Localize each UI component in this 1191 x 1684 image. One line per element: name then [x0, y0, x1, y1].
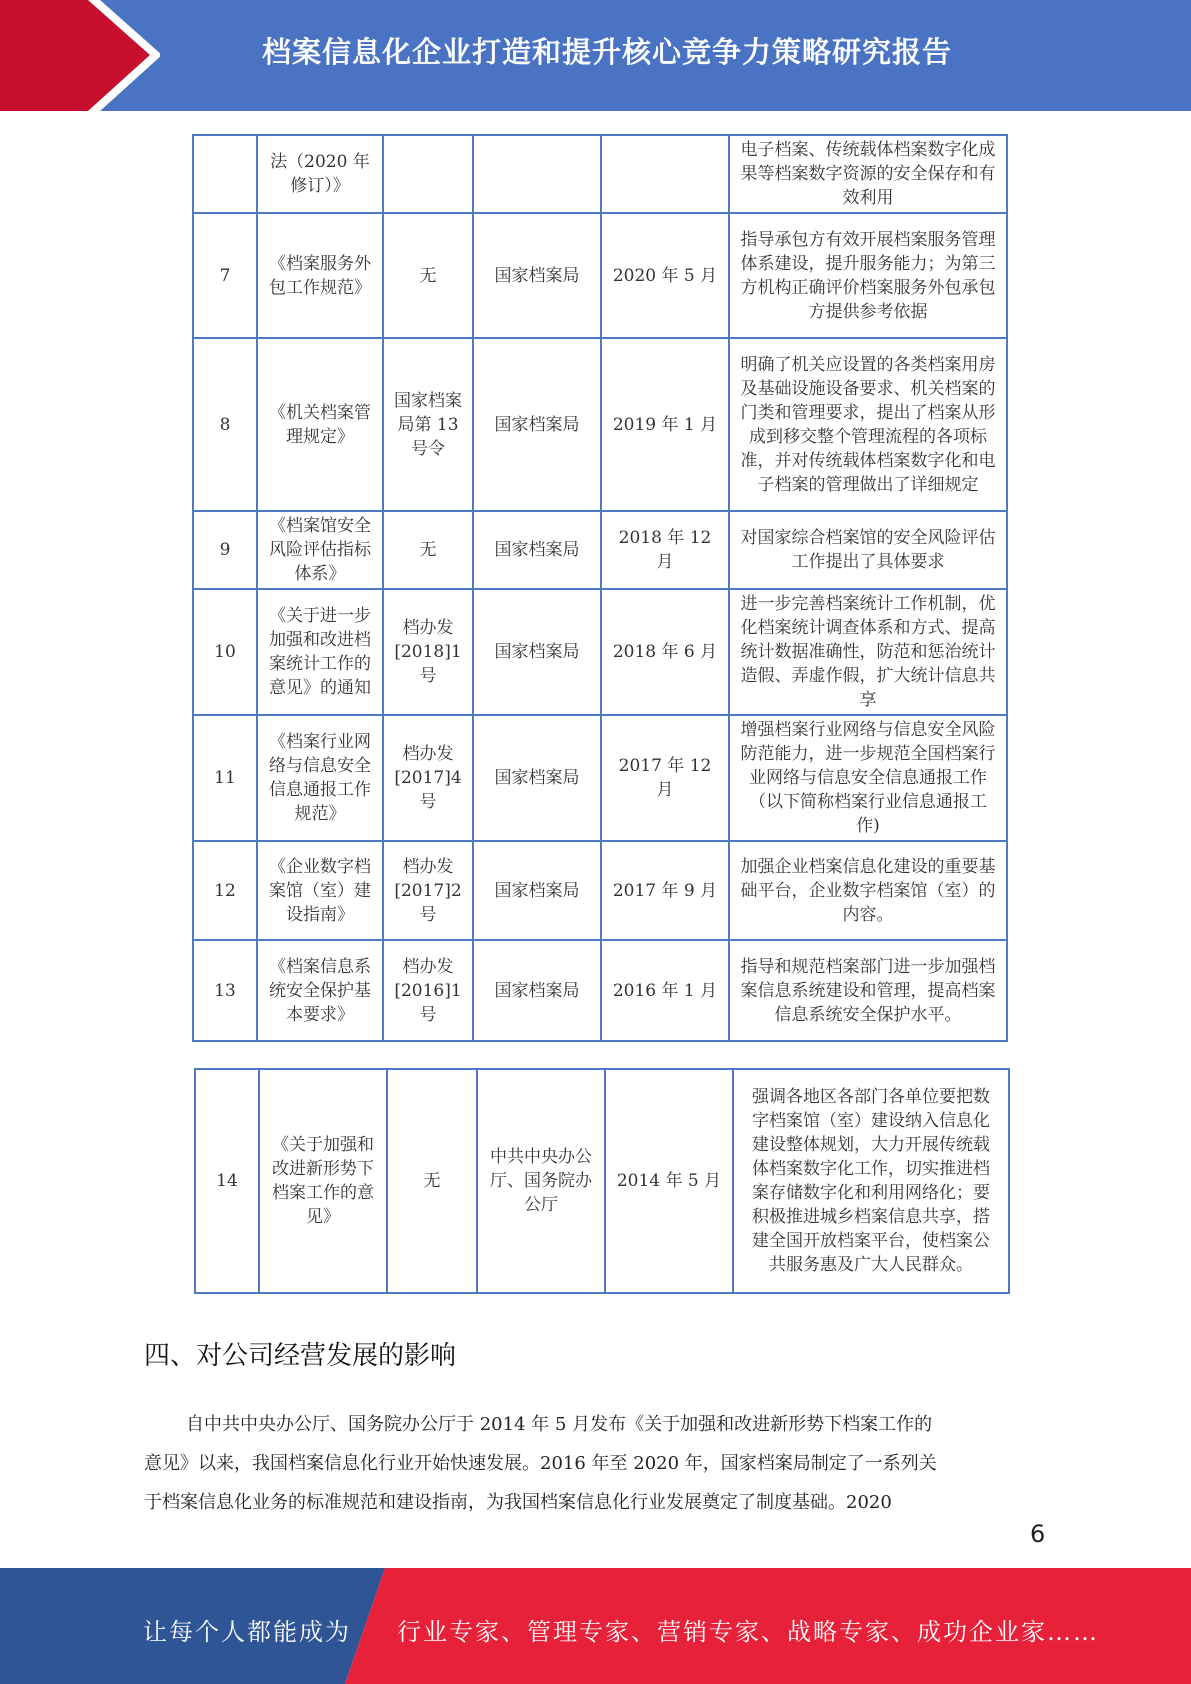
regulations-table-continued [194, 1068, 1010, 1294]
description: 增强档案行业网络与信息安全风险防范能力，进一步规范全国档案行业网络与信息安全信息通报工作（以下简称档案行业信息通报工作) [729, 715, 1007, 841]
issuer: 国家档案局 [473, 511, 601, 589]
document-name: 《企业数字档案馆（室）建设指南》 [257, 841, 383, 940]
body-paragraph [144, 1405, 1044, 1522]
document-number [383, 135, 473, 213]
issuer: 国家档案局 [473, 589, 601, 715]
issuer: 国家档案局 [473, 213, 601, 338]
issue-date: 2018 年 12 月 [601, 511, 729, 589]
description: 电子档案、传统载体档案数字化成果等档案数字资源的安全保存和有效利用 [729, 135, 1007, 213]
report-title: 档案信息化企业打造和提升核心竞争力策略研究报告 [262, 35, 953, 69]
document-number: 无 [383, 213, 473, 338]
issuer: 中共中央办公厅、国务院办公厅 [477, 1069, 605, 1293]
table-row [193, 589, 1007, 715]
document-name: 《关于进一步加强和改进档案统计工作的意见》的通知 [257, 589, 383, 715]
table-row [193, 940, 1007, 1041]
issuer [473, 135, 601, 213]
description: 进一步完善档案统计工作机制，优化档案统计调查体系和方式、提高统计数据准确性，防范和惩治统计造假、弄虚作假，扩大统计信息共享 [729, 589, 1007, 715]
document-name: 《档案服务外包工作规范》 [257, 213, 383, 338]
document-number: 无 [387, 1069, 477, 1293]
document-name: 《机关档案管理规定》 [257, 338, 383, 511]
footer-slogan-right: 行业专家、管理专家、营销专家、战略专家、成功企业家…… [397, 1618, 1099, 1646]
description: 加强企业档案信息化建设的重要基础平台，企业数字档案馆（室）的内容。 [729, 841, 1007, 940]
table-row [193, 715, 1007, 841]
description: 对国家综合档案馆的安全风险评估工作提出了具体要求 [729, 511, 1007, 589]
issuer: 国家档案局 [473, 841, 601, 940]
document-number: 档办发[2016]1 号 [383, 940, 473, 1041]
issue-date: 2019 年 1 月 [601, 338, 729, 511]
footer-banner [0, 1568, 1191, 1684]
regulations-table [192, 134, 1008, 1042]
section-heading: 四、对公司经营发展的影响 [144, 1341, 457, 1371]
footer-slogan-left: 让每个人都能成为 [143, 1618, 351, 1646]
row-number: 11 [193, 715, 257, 841]
issuer: 国家档案局 [473, 338, 601, 511]
row-number: 13 [193, 940, 257, 1041]
document-name: 《关于加强和改进新形势下档案工作的意见》 [259, 1069, 387, 1293]
row-number: 7 [193, 213, 257, 338]
issuer: 国家档案局 [473, 940, 601, 1041]
table-row [193, 135, 1007, 213]
row-number: 12 [193, 841, 257, 940]
description: 强调各地区各部门各单位要把数字档案馆（室）建设纳入信息化建设整体规划，大力开展传统载体档案数字化工作，切实推进档案存储数字化和利用网络化；要积极推进城乡档案信息共享，搭建全国开放档案平台，使档案公共服务惠及广大人民群众。 [733, 1069, 1009, 1293]
document-number: 无 [383, 511, 473, 589]
issue-date: 2017 年 12 月 [601, 715, 729, 841]
description: 明确了机关应设置的各类档案用房及基础设施设备要求、机关档案的门类和管理要求，提出了档案从形成到移交整个管理流程的各项标准，并对传统载体档案数字化和电子档案的管理做出了详细规定 [729, 338, 1007, 511]
row-number [193, 135, 257, 213]
table-row [195, 1069, 1009, 1293]
page-number: 6 [1030, 1520, 1046, 1548]
document-name: 法（2020 年修订）》 [257, 135, 383, 213]
description: 指导和规范档案部门进一步加强档案信息系统建设和管理，提高档案信息系统安全保护水平。 [729, 940, 1007, 1041]
description: 指导承包方有效开展档案服务管理体系建设，提升服务能力；为第三方机构正确评价档案服务外包承包方提供参考依据 [729, 213, 1007, 338]
table-row [193, 841, 1007, 940]
table-row [193, 511, 1007, 589]
document-name: 《档案行业网络与信息安全信息通报工作规范》 [257, 715, 383, 841]
document-number: 档办发[2018]1 号 [383, 589, 473, 715]
issue-date: 2018 年 6 月 [601, 589, 729, 715]
document-name: 《档案信息系统安全保护基本要求》 [257, 940, 383, 1041]
table-row [193, 213, 1007, 338]
row-number: 14 [195, 1069, 259, 1293]
document-name: 《档案馆安全风险评估指标体系》 [257, 511, 383, 589]
document-number: 国家档案局第 13 号令 [383, 338, 473, 511]
issue-date: 2017 年 9 月 [601, 841, 729, 940]
issue-date: 2014 年 5 月 [605, 1069, 733, 1293]
row-number: 8 [193, 338, 257, 511]
paragraph-line: 自中共中央办公厅、国务院办公厅于 2014 年 5 月发布《关于加强和改进新形势下档案工作的 [186, 1414, 933, 1435]
document-number: 档办发[2017]4 号 [383, 715, 473, 841]
document-number: 档办发[2017]2 号 [383, 841, 473, 940]
paragraph-line: 意见》以来，我国档案信息化行业开始快速发展。2016 年至 2020 年，国家档案局制定了一系列关 [144, 1453, 937, 1474]
row-number: 10 [193, 589, 257, 715]
paragraph-line: 于档案信息化业务的标准规范和建设指南，为我国档案信息化行业发展奠定了制度基础。2020 [144, 1492, 892, 1513]
issuer: 国家档案局 [473, 715, 601, 841]
issue-date: 2020 年 5 月 [601, 213, 729, 338]
row-number: 9 [193, 511, 257, 589]
issue-date [601, 135, 729, 213]
header-banner [0, 0, 1191, 111]
issue-date: 2016 年 1 月 [601, 940, 729, 1041]
chevron-logo-icon [0, 0, 160, 111]
table-row [193, 338, 1007, 511]
